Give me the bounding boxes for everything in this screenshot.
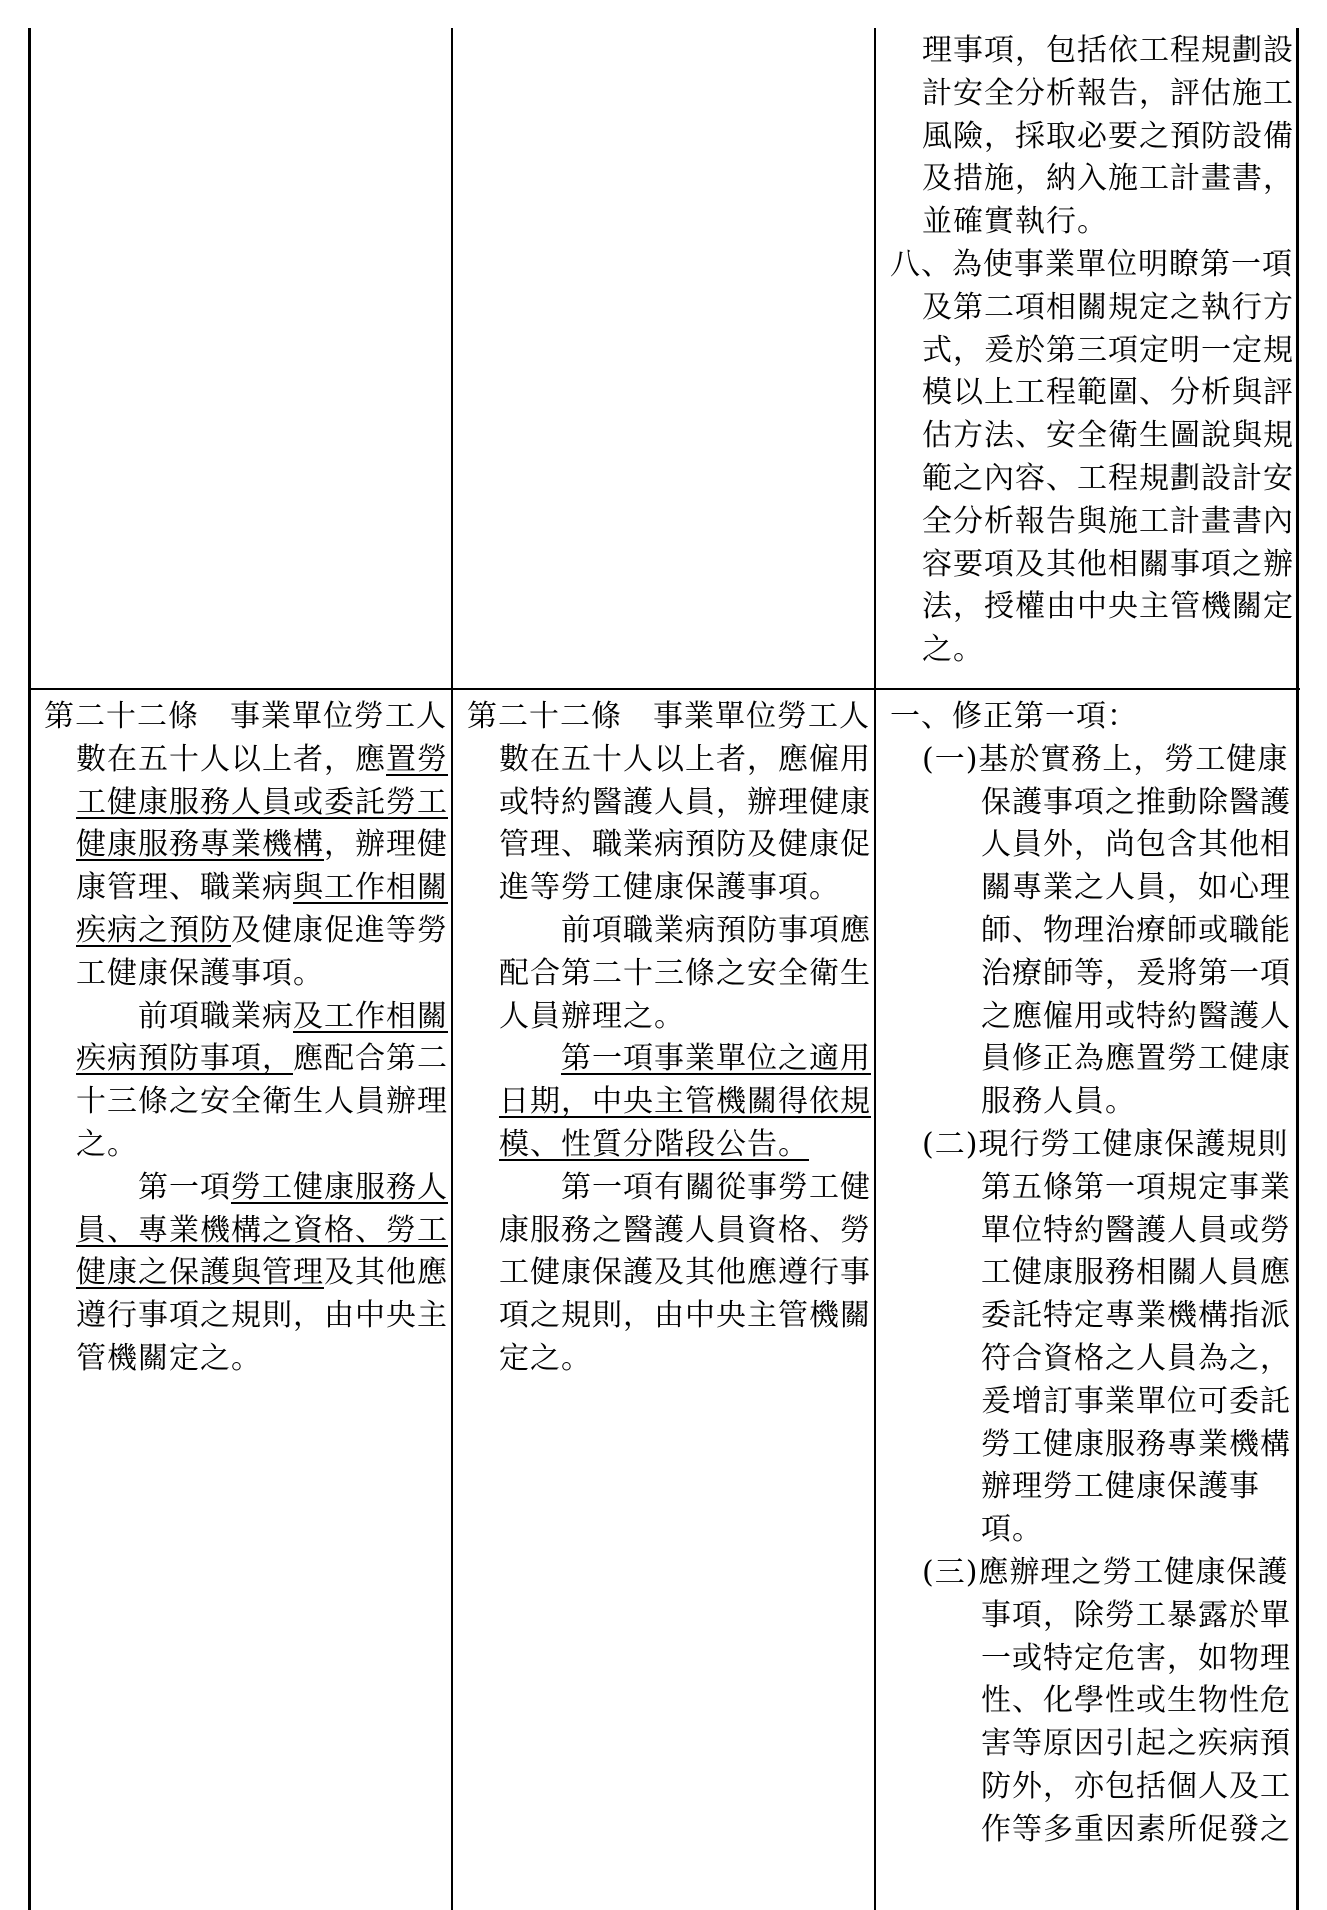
text-line: 害等原因引起之疾病預 [981,1726,1291,1762]
column-divider-2 [874,28,876,1910]
amendment-underline: 置勞 [386,741,448,777]
text-line: 人員外，尚包含其他相 [981,827,1291,863]
text-line: 項之規則，由中央主管機關 [499,1298,871,1334]
text-line: 一、修正第一項： [890,699,1138,734]
text-line: 風險，採取必要之預防設備 [922,118,1294,154]
column-divider-1 [451,28,453,1910]
text-line: 第五條第一項規定事業 [981,1169,1291,1205]
text-line: 治療師等，爰將第一項 [981,955,1291,991]
text-line: 及措施，納入施工計畫書， [922,161,1294,197]
text-line: 關專業之人員，如心理 [981,870,1291,906]
table-left-border [28,28,31,1910]
text-line: 人員辦理之。 [499,998,685,1034]
amendment-underline: 疾病預防事項， [76,1041,293,1077]
text-line: 事項，除勞工暴露於單 [981,1597,1291,1633]
text-line [467,1081,872,1124]
text-line: 全分析報告與施工計畫書內 [922,503,1294,539]
text-line: 符合資格之人員為之， [981,1340,1291,1376]
explanation-cell [890,696,1290,1852]
text-line: 員修正為應置勞工健康 [981,1041,1291,1077]
text-line: 項。 [981,1512,1043,1548]
text-line: 管理、職業病預防及健康促 [499,827,871,863]
current-article-cell [467,696,872,1381]
table-right-border [1296,28,1299,1910]
amendment-underline: 工健康服務人員或委託勞工 [76,784,448,820]
text-line: 並確實執行。 [922,204,1108,240]
text-line: 或特約醫護人員，辦理健康 [499,784,871,820]
amendment-underline: 健康服務專業機構 [76,827,324,863]
text-line: 式，爰於第三項定明一定規 [922,332,1294,368]
text-line: 防外，亦包括個人及工 [981,1768,1291,1804]
amendment-underline: 健康之保護與管理 [76,1255,324,1291]
text-line: 作等多重因素所促發之 [981,1811,1291,1847]
text-line: 第一項有關從事勞工健 [499,1169,871,1205]
text-line: 八、為使事業單位明瞭第一項 [890,246,1293,282]
row-divider [28,688,1300,690]
text-line: 管機關定之。 [76,1340,262,1376]
text-line: 前項職業病及工作相關 [76,998,448,1034]
text-line: 第一項勞工健康服務人 [76,1169,448,1205]
text-line: 一或特定危害，如物理 [981,1640,1291,1676]
text-line: 數在五十人以上者，應置勞 [76,741,448,777]
deletion-underline: 模、性質分階段公告。 [499,1126,809,1162]
text-line: 工健康保護及其他應遵行事 [499,1255,871,1291]
text-line: 委託特定專業機構指派 [981,1298,1291,1334]
text-line: 辦理勞工健康保護事 [981,1469,1260,1505]
text-line: 第二十二條 事業單位勞工人 [44,699,447,734]
deletion-underline: 第一項事業單位之適用 [561,1041,871,1077]
text-line: 保護事項之推動除醫護 [981,784,1291,820]
text-line: 工健康保護事項。 [76,955,324,991]
text-line: 康管理、職業病與工作相關 [76,870,448,906]
text-line: 容要項及其他相關事項之辦 [922,546,1294,582]
amendment-underline: 及工作相關 [293,998,448,1034]
text-line: 十三條之安全衛生人員辦理 [76,1084,448,1120]
text-line: 第二十二條 事業單位勞工人 [467,699,870,734]
text-line: 健康之保護與管理及其他應 [76,1255,448,1291]
amendment-underline: 員、專業機構之資格、勞工 [76,1212,448,1248]
text-line: 估方法、安全衛生圖說與規 [922,418,1294,454]
text-line: 遵行事項之規則，由中央主 [76,1298,448,1334]
text-line: 性、化學性或生物性危 [981,1683,1291,1719]
text-line: 疾病之預防及健康促進等勞 [76,912,448,948]
text-line: 範之內容、工程規劃設計安 [922,460,1294,496]
text-line: 數在五十人以上者，應僱用 [499,741,871,777]
text-line: 工健康服務相關人員應 [981,1255,1291,1291]
amendment-underline: 疾病之預防 [76,912,231,948]
text-line: 定之。 [499,1340,592,1376]
text-line: (三)應辦理之勞工健康保護 [922,1554,1289,1590]
text-line [44,1210,449,1253]
text-line: 之。 [76,1126,138,1162]
text-line: 康服務之醫護人員資格、勞 [499,1212,871,1248]
amended-article-cell [44,696,449,1381]
text-line: 法，授權由中央主管機關定 [922,589,1294,625]
top-row-explanation-cell [890,30,1294,672]
text-line: 服務人員。 [981,1084,1136,1120]
text-line: 健康服務專業機構，辦理健 [76,827,448,863]
text-line: (二)現行勞工健康保護規則 [922,1126,1289,1162]
text-line: 單位特約醫護人員或勞 [981,1212,1291,1248]
text-line: 前項職業病預防事項應 [499,912,871,948]
amendment-underline: 勞工健康服務人 [231,1169,448,1205]
text-line: 模以上工程範圍、分析與評 [922,375,1294,411]
text-line: 理事項，包括依工程規劃設 [922,33,1294,68]
text-line: 進等勞工健康保護事項。 [499,870,840,906]
text-line: 之應僱用或特約醫護人 [981,998,1291,1034]
deletion-underline: 日期，中央主管機關得依規 [499,1084,871,1120]
text-line [467,1038,872,1081]
text-line: 勞工健康服務專業機構 [981,1426,1291,1462]
text-line: 之。 [922,632,984,668]
text-line [44,782,449,825]
text-line: 配合第二十三條之安全衛生 [499,955,871,991]
text-line [467,1124,872,1167]
text-line: 計安全分析報告，評估施工 [922,75,1294,111]
text-line: 爰增訂事業單位可委託 [981,1383,1291,1419]
text-line: 疾病預防事項，應配合第二 [76,1041,448,1077]
text-line: 師、物理治療師或職能 [981,912,1291,948]
amendment-underline: 與工作相關 [293,870,448,906]
text-line: (一)基於實務上，勞工健康 [922,741,1289,777]
text-line: 及第二項相關規定之執行方 [922,289,1294,325]
